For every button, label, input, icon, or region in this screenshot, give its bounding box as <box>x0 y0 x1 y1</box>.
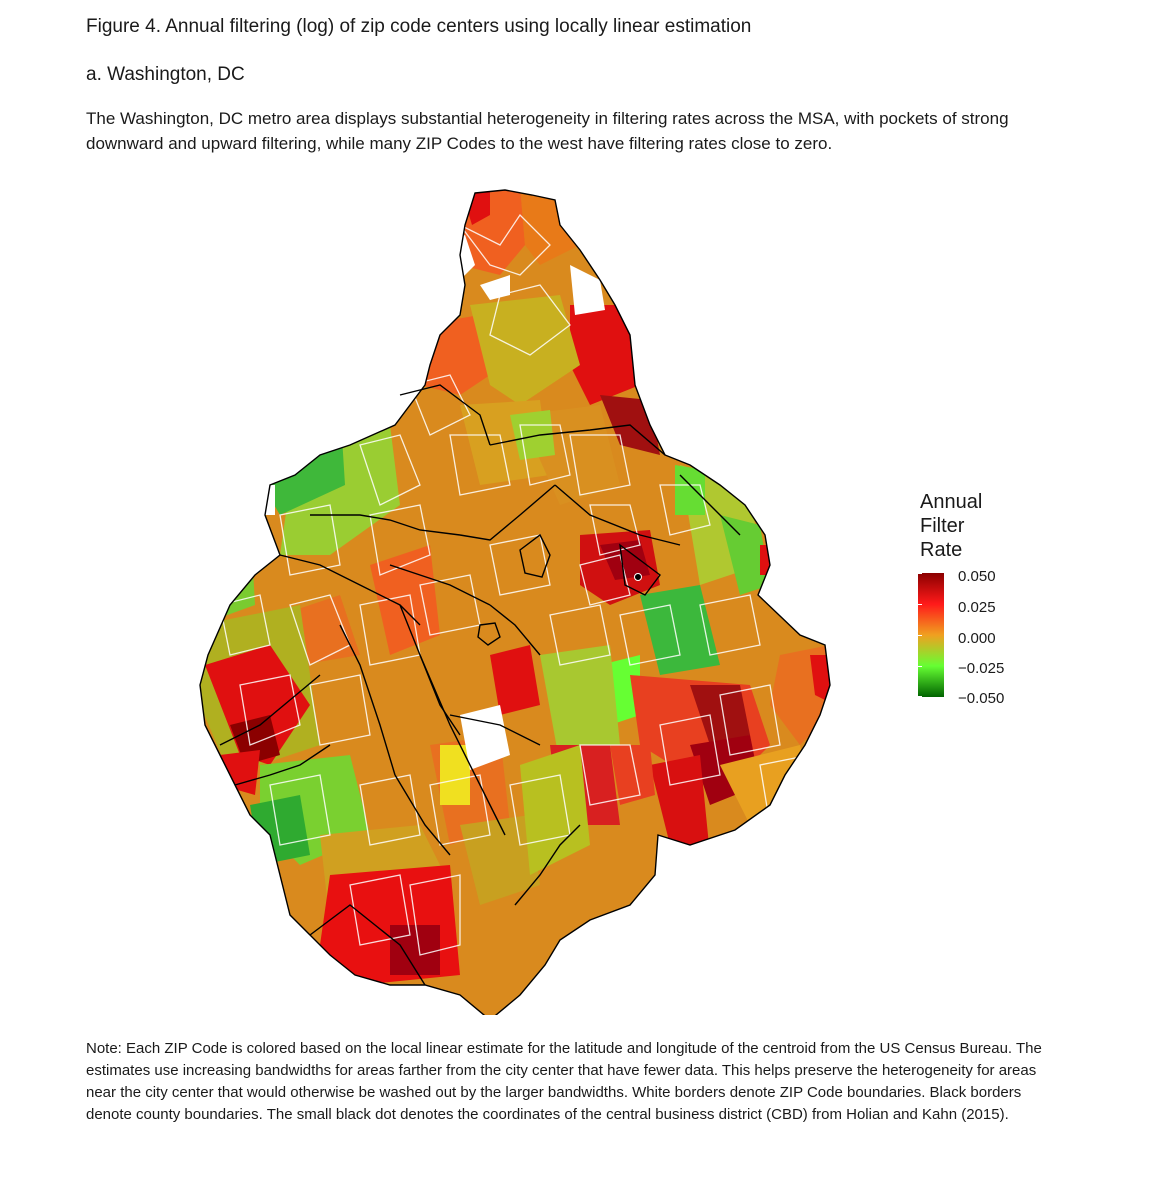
figure-note: Note: Each ZIP Code is colored based on the local linear estimate for the latitude and longitude of the centroid from the US Census Bureau. The estimates use increasing bandwidths for areas farther from the city center that have fewer data. This helps preserve the heterogeneity for areas near the city center that would otherwise be washed out by the larger bandwidths. White borders denote ZIP Code boundaries. Black borders denote county boundaries. The small black dot denotes the coordinates of the central business district (CBD) from Holian and Kahn (2015). <box>86 1040 1042 1123</box>
map-legend <box>918 490 1038 710</box>
legend-tick-mark <box>918 573 922 574</box>
map-hole <box>205 505 240 535</box>
legend-title-line: Annual <box>920 491 983 513</box>
zip-region <box>250 795 310 865</box>
legend-tick-label: 0.025 <box>958 599 996 616</box>
legend-title-line: Filter <box>920 515 965 537</box>
legend-title <box>920 490 982 562</box>
zip-region <box>390 925 440 975</box>
legend-tick-mark <box>918 696 922 697</box>
legend-tick-label: −0.050 <box>958 690 1005 707</box>
legend-tick-mark <box>918 635 922 636</box>
zip-region <box>440 745 470 805</box>
zip-region <box>220 750 260 795</box>
legend-tick-label: −0.025 <box>958 660 1005 677</box>
figure-title: Figure 4. Annual filtering (log) of zip code centers using locally linear estimation <box>86 16 752 37</box>
cbd-marker <box>635 574 642 581</box>
panel-title: a. Washington, DC <box>86 64 245 85</box>
map-svg <box>160 185 920 1015</box>
figure-description: The Washington, DC metro area displays substantial heterogeneity in filtering rates across the MSA, with pockets of strong downward and upward filtering, while many ZIP Codes to the west have filtering rates close to zero. <box>86 109 1009 153</box>
map-hole <box>250 485 275 515</box>
legend-title-line: Rate <box>920 539 963 561</box>
legend-tick-label: 0.050 <box>958 568 996 585</box>
zip-region <box>310 295 390 425</box>
legend-tick-label: 0.000 <box>958 630 996 647</box>
legend-tick-mark <box>918 666 922 667</box>
choropleth-map <box>160 185 920 1015</box>
legend-color-bar <box>918 573 944 697</box>
legend-tick-mark <box>918 604 922 605</box>
zip-regions <box>160 185 920 1015</box>
